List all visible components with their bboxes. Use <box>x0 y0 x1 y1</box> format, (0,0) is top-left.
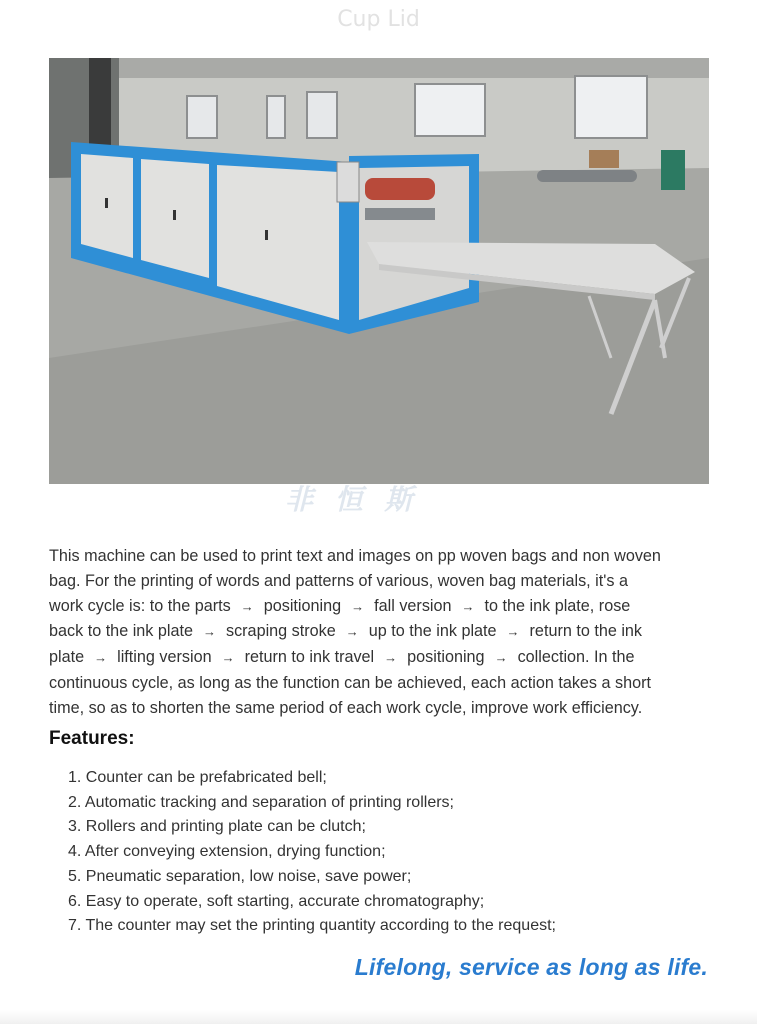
features-list <box>68 766 556 939</box>
features-heading: Features: <box>49 728 135 749</box>
arrow-icon: → <box>345 624 359 640</box>
arrow-icon: → <box>384 650 398 666</box>
watermark: 非 恒 斯 <box>285 483 419 516</box>
arrow-icon: → <box>94 650 108 666</box>
description-line: continuous cycle, as long as the function can be achieved, each action takes a short <box>49 673 652 692</box>
feature-item: 5. Pneumatic separation, low noise, save power; <box>68 867 412 885</box>
feature-item: 2. Automatic tracking and separation of printing rollers; <box>68 793 454 811</box>
arrow-icon: → <box>202 624 216 640</box>
arrow-icon: → <box>461 598 475 614</box>
description-line: This machine can be used to print text and images on pp woven bags and non woven <box>49 547 661 565</box>
feature-item: 7. The counter may set the printing quantity according to the request; <box>68 917 556 935</box>
description-line: work cycle is: to the parts → positioning → fall version → to the ink plate, rose <box>49 596 631 615</box>
feature-item: 6. Easy to operate, soft starting, accurate chromatography; <box>68 892 485 910</box>
page-bottom-edge <box>0 1010 757 1024</box>
arrow-icon: → <box>351 598 365 614</box>
machine-photo-illustration <box>49 58 709 484</box>
description-line: bag. For the printing of words and patterns of various, woven bag materials, it's a <box>49 571 628 590</box>
description-line: back to the ink plate → scraping stroke → up to the ink plate → return to the ink <box>49 622 643 641</box>
feature-item: 4. After conveying extension, drying function; <box>68 843 386 861</box>
faded-header-title: Cup Lid <box>337 7 420 32</box>
machine-photo <box>49 58 709 484</box>
description-line: plate → lifting version → return to ink travel → positioning → collection. In the <box>49 648 635 667</box>
slogan: Lifelong, service as long as life. <box>354 954 708 980</box>
feature-item: 3. Rollers and printing plate can be clutch; <box>68 818 366 836</box>
arrow-icon: → <box>494 650 508 666</box>
machine-description <box>49 544 713 721</box>
description-line: time, so as to shorten the same period of each work cycle, improve work efficiency. <box>49 698 643 717</box>
arrow-icon: → <box>240 598 254 614</box>
feature-item: 1. Counter can be prefabricated bell; <box>68 769 327 786</box>
arrow-icon: → <box>221 650 235 666</box>
arrow-icon: → <box>506 624 520 640</box>
